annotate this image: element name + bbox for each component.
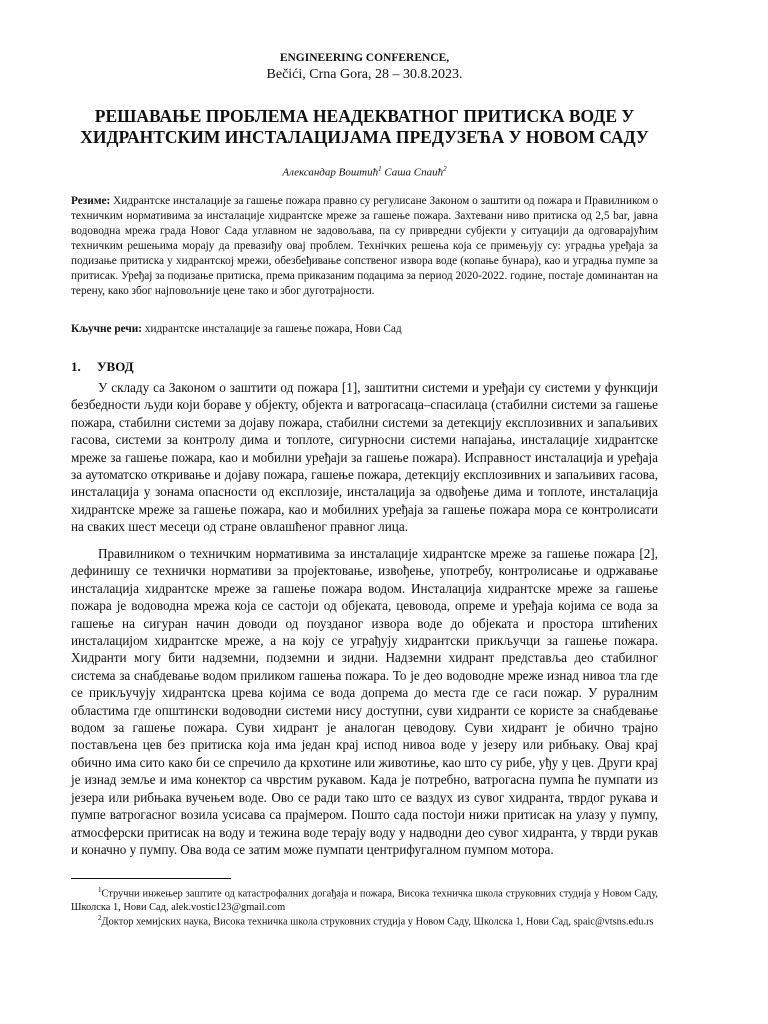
conference-place-date: Bečići, Crna Gora, 28 – 30.8.2023.: [266, 67, 463, 82]
author-name: Александар Вoштић: [282, 166, 379, 179]
keywords-text: хидрантске инсталације за гашење пожара, Нови Сад: [144, 323, 402, 335]
keywords: [71, 322, 658, 337]
footnote-mark: 1: [378, 165, 382, 173]
footnote-divider: [71, 878, 231, 879]
footnote-mark: 2: [443, 165, 447, 173]
section-title: УВОД: [97, 359, 134, 374]
abstract: [71, 194, 658, 299]
footnote: [71, 911, 658, 929]
authors-line: [71, 162, 658, 180]
footnote-text: Стручни инжењер заштите од катастрофалних догађаја и пожара, Висока техничка школа струковних студија у Новом Саду, Школска 1, Нови Сад, alek.vostic123@gmail.com: [71, 888, 658, 914]
footnote-mark: 1: [98, 886, 102, 894]
body-paragraph: У складу са Законом о заштити од пожара [1], заштитни системи и уређаји су системи у функцији безбедности људи који бораве у објекту, објекта и ватрогасаца–спасилаца (стабилни системи за гашење пожара, стабилни системи за дојаву пожара, стабилни системи за детекцију експлозивних и запаљивих гасова, системи за контролу дима и топлоте, сигурносни системи напајања, инсталације хидрантске мреже за гашење пожара, као и мобилни уређаји за гашење пожара). Исправност инсталација и уређаја за аутоматско откривање и дојаву пожара, гашење пожара, детекцију експлозивних и запаљивих гасова, инсталација у зонама опасности од експлозије, инсталација за одвођење дима и топлоте, инсталација хидрантске мреже за гашење пожара, као и мобилних уређаја за гашење пожара мора се контролисати на сваких шест месеци од стране овлашћеног правног лица.: [71, 380, 658, 535]
author-name: Саша Спаић: [384, 166, 444, 179]
footnote-mark: 2: [98, 914, 102, 922]
abstract-text: Хидрантске инсталације за гашење пожара правно су регулисане Законом о заштити од пожара и Правилником о техничким нормативима за инсталације хидрантске мреже за гашење пожара. Захтевани ниво притиска од 2,5 bar, јавна водоводна мрежа града Новог Сада углавном не задовољава, па су привредни субјекти у ситуацији да одговарајућим техничким решењима морају да превазиђу овај проблем. Технічких решења која се примењују су: уградња уређаја за подизање притиска у хидрантској мрежи, обезбеђивање сопственог извора воде (копање бунара), као и уградња пумпе за притисак. Уређај за подизање притиска, према приказаним подацима за период 2020-2022. године, постаје доминантан на терену, како због најповољније цене тако и због дуготрајности.: [71, 195, 658, 297]
section-number: 1.: [71, 359, 81, 374]
section-heading: [71, 359, 134, 375]
footnote-text: Доктор хемијских наука, Висока техничка школа струковних студија у Новом Саду, Школска 1, Нови Сад, spaic@vtsns.edu.rs: [101, 916, 654, 928]
paper-title: РЕШАВАЊЕ ПРОБЛЕМА НЕАДЕКВАТНОГ ПРИТИСКА ВОДЕ У ХИДРАНТСКИМ ИНСТАЛАЦИЈАМА ПРЕДУЗЕЋА У НОВОМ САДУ: [80, 106, 649, 147]
keywords-label: Кључне речи:: [71, 323, 143, 335]
abstract-label: Резиме:: [71, 195, 111, 207]
conference-name: ENGINEERING CONFERENCE,: [279, 52, 450, 64]
body-paragraph: Правилником о техничким нормативима за инсталације хидрантске мреже за гашење пожара [2], дефинишу се технички нормативи за пројектовање, извођење, употребу, контролисање и одржавање инсталација хидрантске мреже за гашење пожара водом. Инсталација хидрантске мреже за гашење пожара је водоводна мрежа која се састоји од објеката, цевовода, опреме и уређаја којима се вода за гашење на сигуран начин доводи од поузданог извора воде до објеката и простора штићених инсталацијом хидрантске мреже, а на коју се уграђују хидрантски прикључци за гашење пожара. Хидранти могу бити надземни, подземни и зидни. Надземни хидрант представља део стабилног система за снабдевање водом приликом гашења пожара. То је део водоводне мреже изнад нивоа тла где се прикључују хидрантска црева којима се вода допрема до места где се гаси пожар. У руралним областима где општински водоводни системи нису доступни, суви хидранти се користе за снабдевање водом за гашење пожара. Суви хидрант је аналоган цеводову. Суви хидрант је обично трајно постављена цев без притиска која има један крај испод нивоа воде у језеру или рибњаку. Овај крај обично има сито како би се спречило да крхотине или животиње, као што су рибе, уђу у цев. Други крај је изнад земље и има конектор са чврстим рукавом. Када је потребно, ватрогасна пумпа ће пумпати из језера или рибњака вучењем воде. Ово се ради тако што се ваздух из сувог хидранта, тврдог рукава и пумпе ватрогасног возила усисава са прајмером. Пошто сада постоји нижи притисак на улазу у пумпу, атмосферски притисак на воду и тежина воде терају воду у надводни део сувог хидранта, у тврди рукав и коначно у пумпу. Ова вода се затим може пумпати центрифугалном пумпом мотора.: [71, 546, 658, 857]
